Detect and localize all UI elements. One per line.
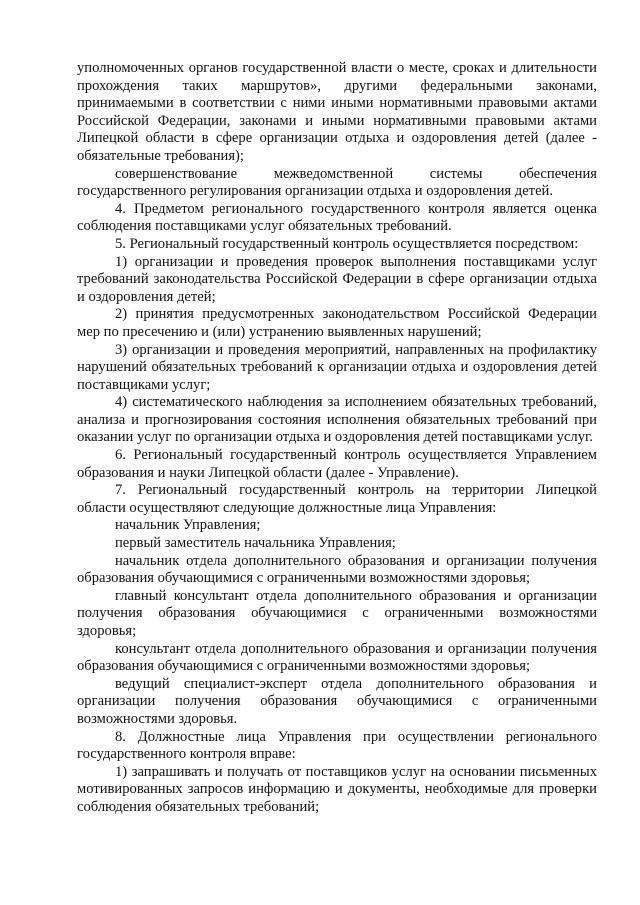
paragraph-5: 5. Региональный государственный контроль осуществляется посредством: bbox=[115, 235, 579, 252]
paragraph-7-official-dept-head: начальник отдела дополнительного образования и организации получения образования обучающимися с ограниченными возможностями здоровья; bbox=[77, 552, 597, 587]
paragraph-7-official-specialist: ведущий специалист-эксперт отдела дополнительного образования и организации получения образования обучающимися с ограниченными возможностями здоровья. bbox=[77, 675, 597, 727]
paragraph-4: 4. Предметом регионального государственного контроля является оценка соблюдения поставщиками услуг обязательных требований. bbox=[77, 200, 597, 235]
paragraph-6: 6. Региональный государственный контроль осуществляется Управлением образования и науки Липецкой области (далее - Управление). bbox=[77, 447, 597, 481]
paragraph-improvement: совершенствование межведомственной системы обеспечения государственного регулирования организации отдыха и оздоровления детей. bbox=[77, 165, 597, 200]
paragraph-7: 7. Региональный государственный контроль на территории Липецкой области осуществляют следующие должностные лица Управления: bbox=[77, 482, 597, 516]
paragraph-5-item-1: 1) организации и проведения проверок выполнения поставщиками услуг требований законодательства Российской Федерации в сфере организации отдыха и оздоровления детей; bbox=[77, 253, 597, 305]
paragraph-5-item-4: 4) систематического наблюдения за исполнением обязательных требований, анализа и прогнозирования состояния исполнения обязательных требований при оказании услуг по организации отдыха и оздоровления детей поставщиками услуг. bbox=[77, 394, 597, 446]
paragraph-7-official-chief-consultant: главный консультант отдела дополнительного образования и организации получения образования обучающимися с ограниченными возможностями здоровья; bbox=[77, 587, 597, 639]
paragraph-8: 8. Должностные лица Управления при осуществлении регионального государственного контроля вправе: bbox=[77, 728, 597, 763]
paragraph-5-item-3: 3) организации и проведения мероприятий, направленных на профилактику нарушений обязательных требований к организации отдыха и оздоровления детей поставщиками услуг; bbox=[77, 341, 597, 393]
paragraph-7-official-head: начальник Управления; bbox=[115, 517, 261, 534]
paragraph-5-item-2: 2) принятия предусмотренных законодательством Российской Федерации мер по пресечению и (или) устранению выявленных нарушений; bbox=[77, 306, 597, 340]
paragraph-continuation: уполномоченных органов государственной власти о месте, сроках и длительности прохождения таких маршрутов», другими федеральными законами, принимаемыми в соответствии с ними иными нормативными правовыми актами Российской Федерации, законами и иными нормативными правовыми актами Липецкой области в сфере организации отдыха и оздоровления детей (далее - обязательные требования); bbox=[77, 60, 597, 164]
paragraph-7-official-deputy: первый заместитель начальника Управления; bbox=[115, 535, 396, 552]
document-page bbox=[77, 60, 597, 817]
paragraph-8-item-1: 1) запрашивать и получать от поставщиков услуг на основании письменных мотивированных запросов информацию и документы, необходимые для проверки соблюдения обязательных требований; bbox=[77, 763, 597, 815]
paragraph-7-official-consultant: консультант отдела дополнительного образования и организации получения образования обучающимися с ограниченными возможностями здоровья; bbox=[77, 640, 597, 675]
